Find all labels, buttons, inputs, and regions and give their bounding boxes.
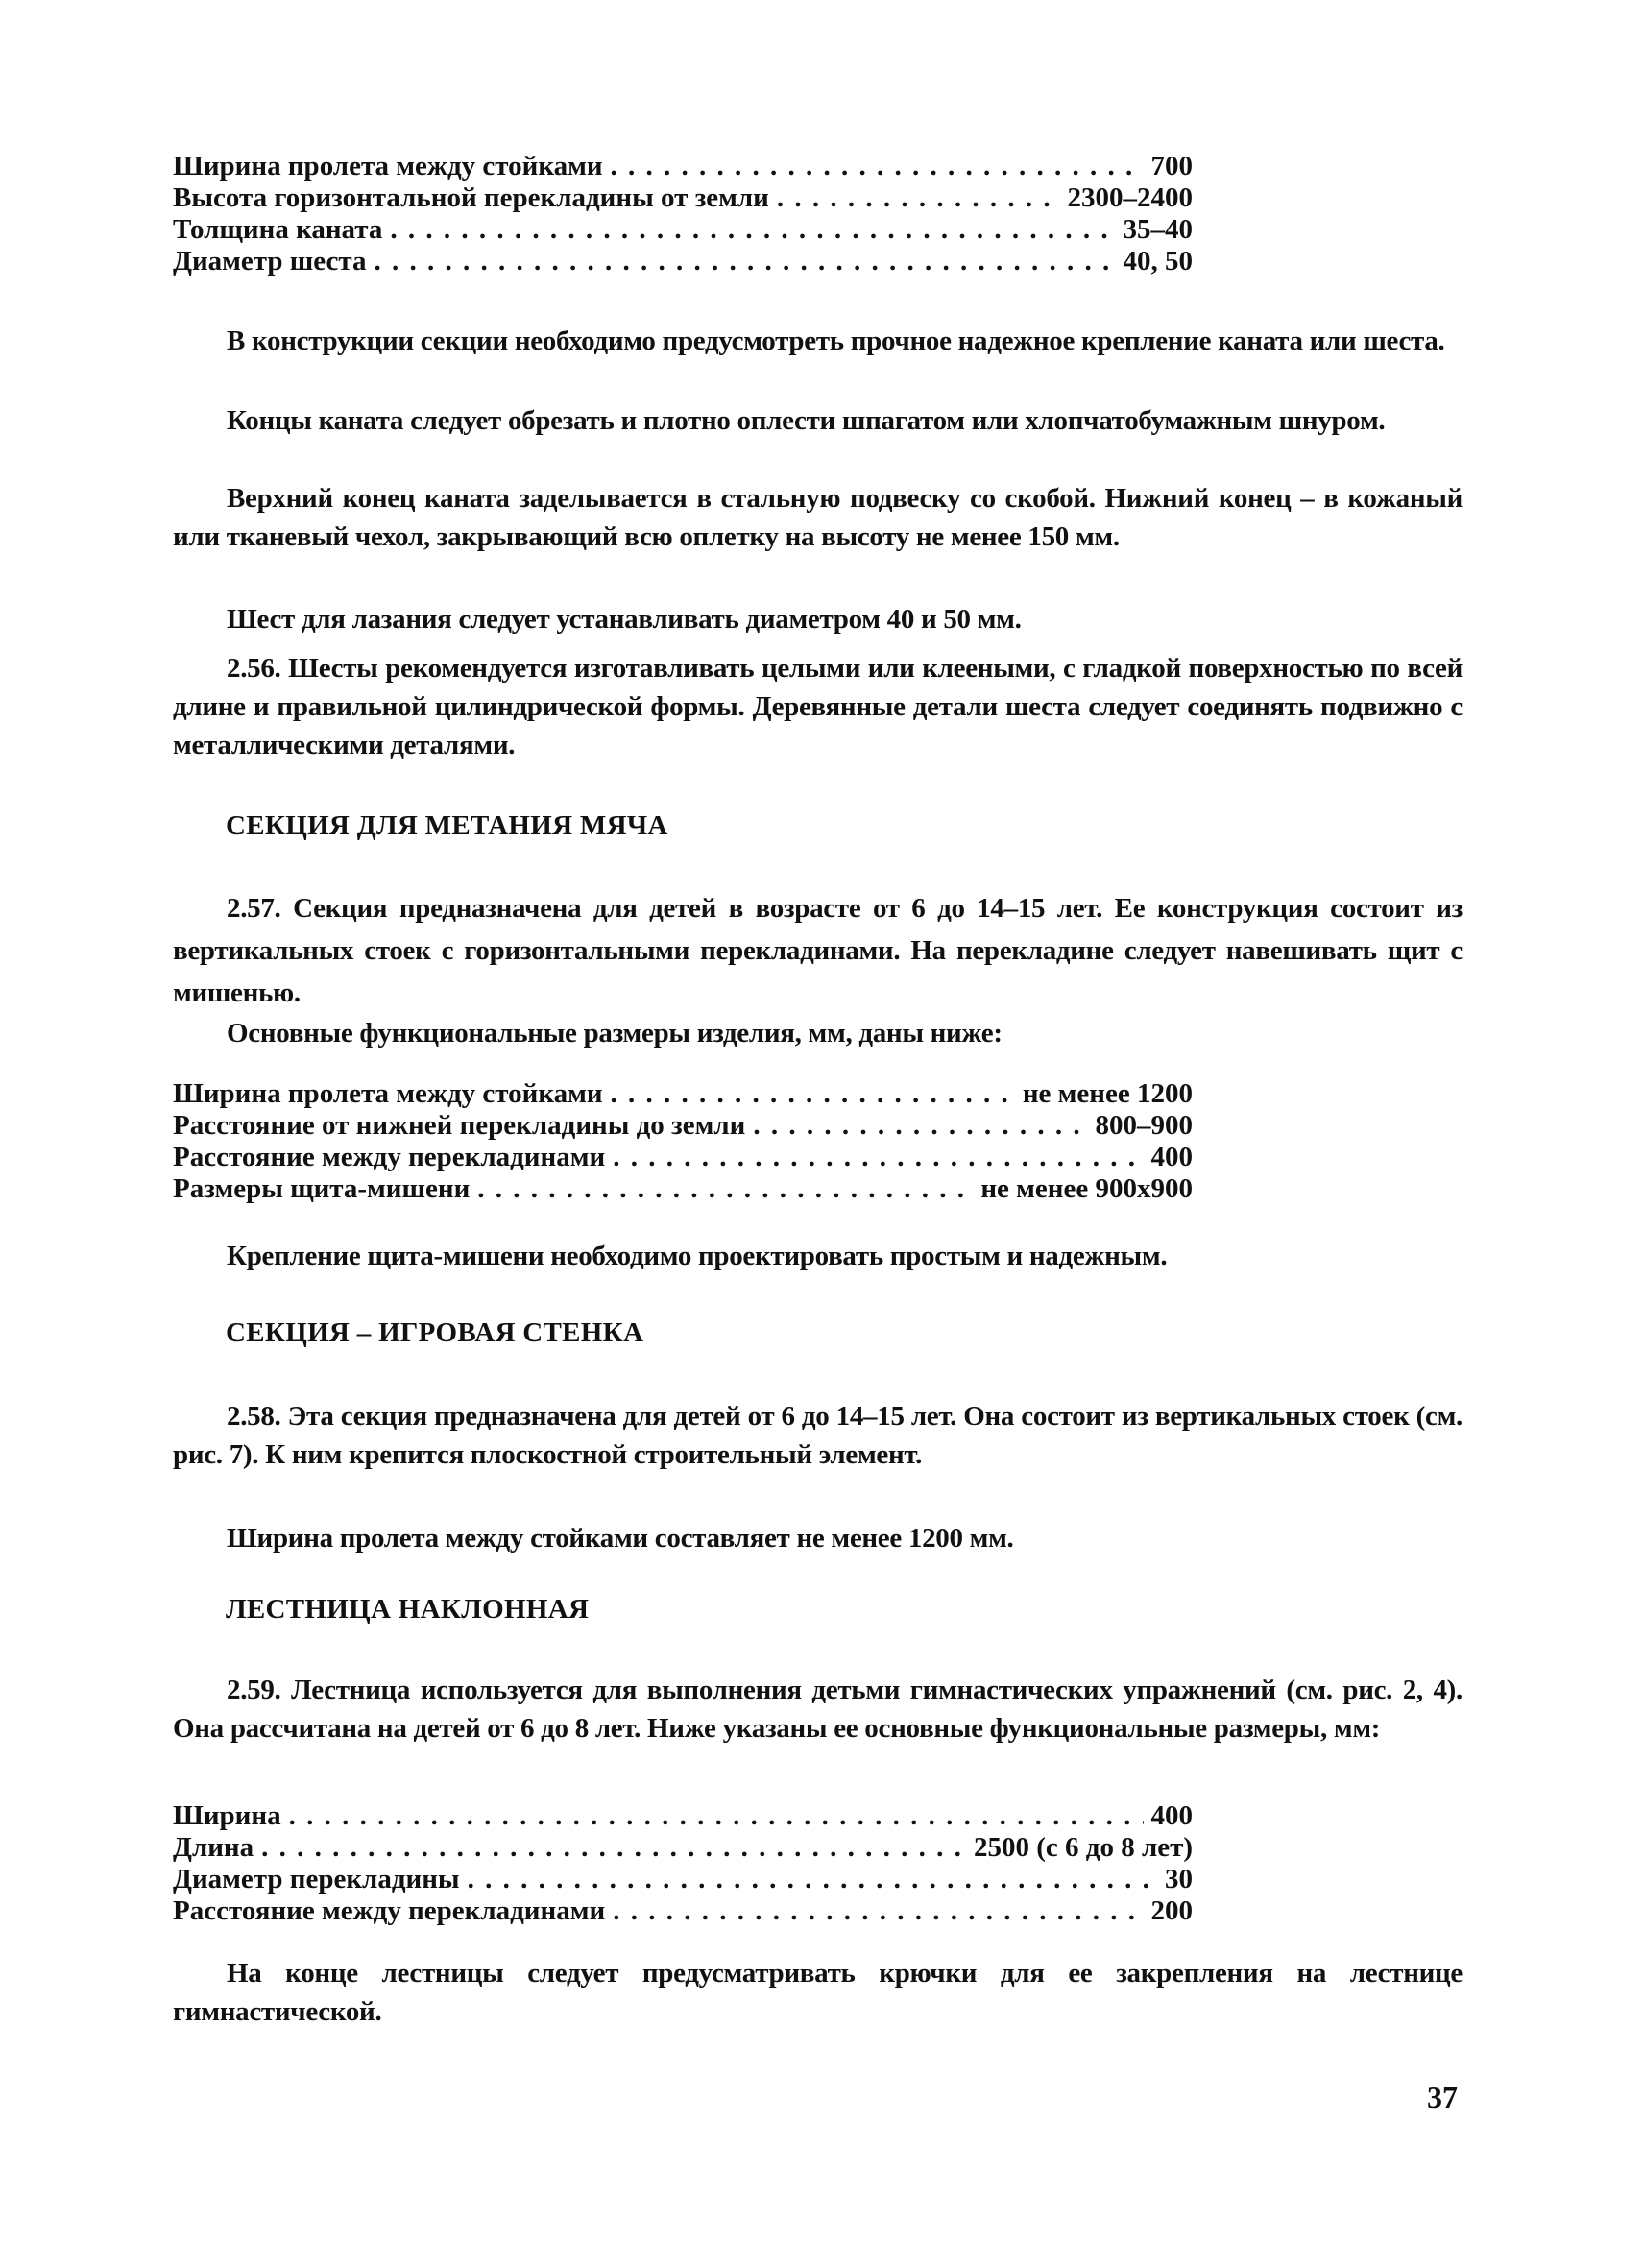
spec-label: Длина xyxy=(173,1832,254,1863)
spec-row xyxy=(173,1078,1193,1110)
paragraph: Крепление щита-мишени необходимо проектировать простым и надежным. xyxy=(227,1241,1168,1271)
spec-value: 400 xyxy=(1150,1142,1193,1172)
spec-value: 2300–2400 xyxy=(1067,182,1193,213)
spec-row xyxy=(173,1832,1193,1864)
paragraph: В конструкции секции необходимо предусмотреть прочное надежное крепление каната или шеста. xyxy=(227,326,1445,356)
spec-label: Расстояние между перекладинами xyxy=(173,1142,606,1172)
paragraph: Основные функциональные размеры изделия, мм, даны ниже: xyxy=(227,1018,1003,1049)
spec-value: 35–40 xyxy=(1123,214,1193,245)
spec-label: Ширина пролета между стойками xyxy=(173,151,603,181)
section-heading: СЕКЦИЯ – ИГРОВАЯ СТЕНКА xyxy=(226,1317,644,1348)
spec-list-ball-throwing xyxy=(173,1078,1193,1205)
spec-label: Диаметр шеста xyxy=(173,246,367,277)
paragraph: Шест для лазания следует устанавливать диаметром 40 и 50 мм. xyxy=(227,604,1022,635)
paragraph-2-59: 2.59. Лестница используется для выполнения детьми гимнастических упражнений (см. рис. 2, 4). Она рассчитана на детей от 6 до 8 лет. Ниже указаны ее основные функциональные размеры, мм: xyxy=(173,1675,1463,1744)
spec-row xyxy=(173,151,1193,182)
spec-row xyxy=(173,214,1193,246)
page-number: 37 xyxy=(1427,2080,1458,2114)
leader-dots xyxy=(261,1832,966,1864)
spec-label: Высота горизонтальной перекладины от земли xyxy=(173,182,769,213)
spec-value: 40, 50 xyxy=(1123,246,1193,277)
spec-row xyxy=(173,1895,1193,1927)
paragraph: На конце лестницы следует предусматривать крючки для ее закрепления на лестнице гимнастической. xyxy=(173,1958,1463,2027)
spec-row xyxy=(173,1173,1193,1205)
spec-row xyxy=(173,1864,1193,1895)
spec-value: 700 xyxy=(1150,151,1193,181)
paragraph: Верхний конец каната заделывается в стальную подвеску со скобой. Нижний конец – в кожаный или тканевый чехол, закрывающий всю оплетку на высоту не менее 150 мм. xyxy=(173,483,1463,552)
leader-dots xyxy=(374,246,1115,277)
spec-row xyxy=(173,1800,1193,1832)
spec-row xyxy=(173,1110,1193,1142)
paragraph-2-57: 2.57. Секция предназначена для детей в возрасте от 6 до 14–15 лет. Ее конструкция состоит из вертикальных стоек с горизонтальными перекладинами. На перекладине следует навешивать щит с мишенью. xyxy=(173,893,1463,1008)
leader-dots xyxy=(289,1800,1144,1832)
leader-dots xyxy=(468,1864,1157,1895)
spec-label: Толщина каната xyxy=(173,214,383,245)
spec-label: Ширина xyxy=(173,1800,281,1831)
leader-dots xyxy=(611,151,1144,182)
spec-label: Диаметр перекладины xyxy=(173,1864,460,1894)
spec-value: 200 xyxy=(1150,1895,1193,1926)
spec-value: 400 xyxy=(1150,1800,1193,1831)
paragraph: Концы каната следует обрезать и плотно оплести шпагатом или хлопчатобумажным шнуром. xyxy=(227,405,1386,436)
leader-dots xyxy=(390,214,1115,246)
leader-dots xyxy=(753,1110,1087,1142)
section-heading: СЕКЦИЯ ДЛЯ МЕТАНИЯ МЯЧА xyxy=(226,810,668,841)
spec-value: не менее 900х900 xyxy=(980,1173,1193,1204)
spec-list-ladder xyxy=(173,1800,1193,1927)
paragraph: Ширина пролета между стойками составляет не менее 1200 мм. xyxy=(227,1523,1014,1554)
spec-list-rope-pole xyxy=(173,151,1193,277)
spec-row xyxy=(173,246,1193,277)
spec-row xyxy=(173,1142,1193,1173)
spec-value: 2500 (с 6 до 8 лет) xyxy=(974,1832,1193,1863)
spec-value: не менее 1200 xyxy=(1022,1078,1193,1109)
spec-value: 30 xyxy=(1165,1864,1193,1894)
leader-dots xyxy=(777,182,1060,214)
leader-dots xyxy=(611,1078,1015,1110)
spec-label: Расстояние от нижней перекладины до земли xyxy=(173,1110,746,1141)
spec-label: Размеры щита-мишени xyxy=(173,1173,471,1204)
spec-value: 800–900 xyxy=(1095,1110,1193,1141)
spec-label: Расстояние между перекладинами xyxy=(173,1895,606,1926)
leader-dots xyxy=(613,1895,1143,1927)
paragraph-2-56: 2.56. Шесты рекомендуется изготавливать целыми или клееными, с гладкой поверхностью по всей длине и правильной цилиндрической формы. Деревянные детали шеста следует соединять подвижно с металлическими деталями. xyxy=(173,653,1463,760)
paragraph-2-58: 2.58. Эта секция предназначена для детей от 6 до 14–15 лет. Она состоит из вертикальных стоек (см. рис. 7). К ним крепится плоскостной строительный элемент. xyxy=(173,1401,1463,1470)
leader-dots xyxy=(477,1173,973,1205)
leader-dots xyxy=(613,1142,1143,1173)
section-heading: ЛЕСТНИЦА НАКЛОННАЯ xyxy=(226,1594,590,1625)
spec-label: Ширина пролета между стойками xyxy=(173,1078,603,1109)
spec-row xyxy=(173,182,1193,214)
